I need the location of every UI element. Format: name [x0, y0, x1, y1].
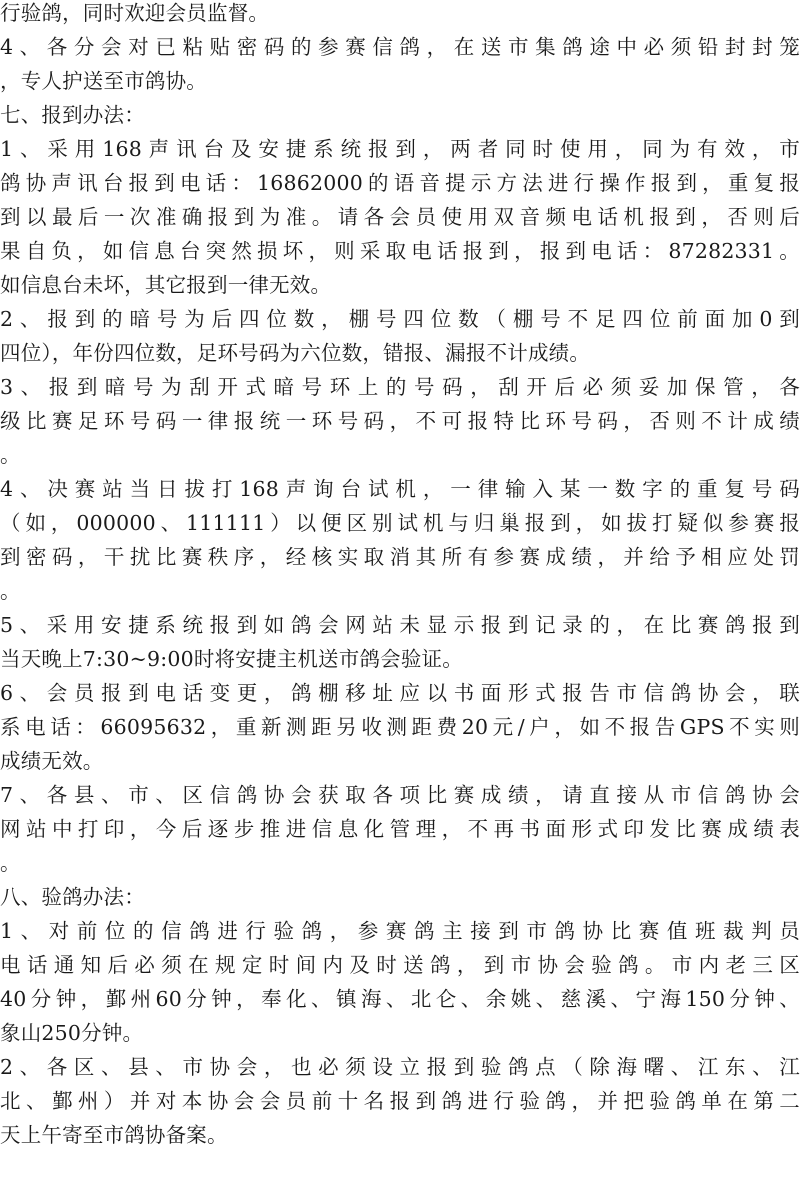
- text-line-32: 2、各区、县、市协会，也必须设立报到验鸽点（除海曙、江东、江: [0, 1055, 800, 1079]
- text-line-1: 行验鸽，同时欢迎会员监督。: [0, 1, 270, 25]
- section-heading-7: 七、报到办法：: [0, 103, 145, 127]
- text-line-10: 2、报到的暗号为后四位数，棚号四位数（棚号不足四位前面加0到: [0, 307, 800, 331]
- text-line-17: 到密码，干扰比赛秩序，经核实取消其所有参赛成绩，并给予相应处罚: [0, 545, 800, 569]
- text-line-9: 如信息台未坏，其它报到一律无效。: [0, 273, 332, 297]
- text-line-34: 天上午寄至市鸽协备案。: [0, 1123, 228, 1147]
- text-line-2: 4、各分会对已粘贴密码的参赛信鸽，在送市集鸽途中必须铅封封笼: [0, 35, 800, 59]
- text-line-3: ，专人护送至市鸽协。: [0, 69, 207, 93]
- text-line-16: （如，000000、111111）以便区别试机与归巢报到，如拔打疑似参赛报: [0, 511, 800, 535]
- text-line-14: 。: [0, 443, 21, 467]
- text-line-20: 当天晚上7:30~9:00时将安捷主机送市鸽会验证。: [0, 647, 463, 671]
- text-line-11: 四位），年份四位数，足环号码为六位数，错报、漏报不计成绩。: [0, 341, 591, 365]
- text-line-8: 果自负，如信息台突然损坏，则采取电话报到，报到电话：87282331。: [0, 239, 800, 263]
- text-line-13: 级比赛足环号码一律报统一环号码，不可报特比环号码，否则不计成绩: [0, 409, 800, 433]
- section-heading-8: 八、验鸽办法：: [0, 885, 145, 909]
- text-line-33: 北、鄞州）并对本协会会员前十名报到鸽进行验鸽，并把验鸽单在第二: [0, 1089, 800, 1113]
- text-line-7: 到以最后一次准确报到为准。请各会员使用双音频电话机报到，否则后: [0, 205, 800, 229]
- text-line-26: 。: [0, 851, 21, 875]
- text-line-25: 网站中打印，今后逐步推进信息化管理，不再书面形式印发比赛成绩表: [0, 817, 800, 841]
- text-line-12: 3、报到暗号为刮开式暗号环上的号码，刮开后必须妥加保管，各: [0, 375, 800, 399]
- text-line-15: 4、决赛站当日拔打168声询台试机，一律输入某一数字的重复号码: [0, 477, 800, 501]
- text-line-23: 成绩无效。: [0, 749, 104, 773]
- text-line-28: 1、对前位的信鸽进行验鸽，参赛鸽主接到市鸽协比赛值班裁判员: [0, 919, 800, 943]
- text-line-18: 。: [0, 579, 21, 603]
- text-line-21: 6、会员报到电话变更，鸽棚移址应以书面形式报告市信鸽协会，联: [0, 681, 800, 705]
- text-line-29: 电话通知后必须在规定时间内及时送鸽，到市协会验鸽。市内老三区: [0, 953, 800, 977]
- text-line-6: 鸽协声讯台报到电话：16862000的语音提示方法进行操作报到，重复报: [0, 171, 800, 195]
- text-line-19: 5、采用安捷系统报到如鸽会网站未显示报到记录的，在比赛鸽报到: [0, 613, 800, 637]
- text-line-31: 象山250分钟。: [0, 1021, 144, 1045]
- text-line-30: 40分钟，鄞州60分钟，奉化、镇海、北仑、余姚、慈溪、宁海150分钟、: [0, 987, 800, 1011]
- text-line-24: 7、各县、市、区信鸽协会获取各项比赛成绩，请直接从市信鸽协会: [0, 783, 800, 807]
- text-line-5: 1、采用168声讯台及安捷系统报到，两者同时使用，同为有效，市: [0, 137, 800, 161]
- text-line-22: 系电话：66095632，重新测距另收测距费20元/户，如不报告GPS不实则: [0, 715, 800, 739]
